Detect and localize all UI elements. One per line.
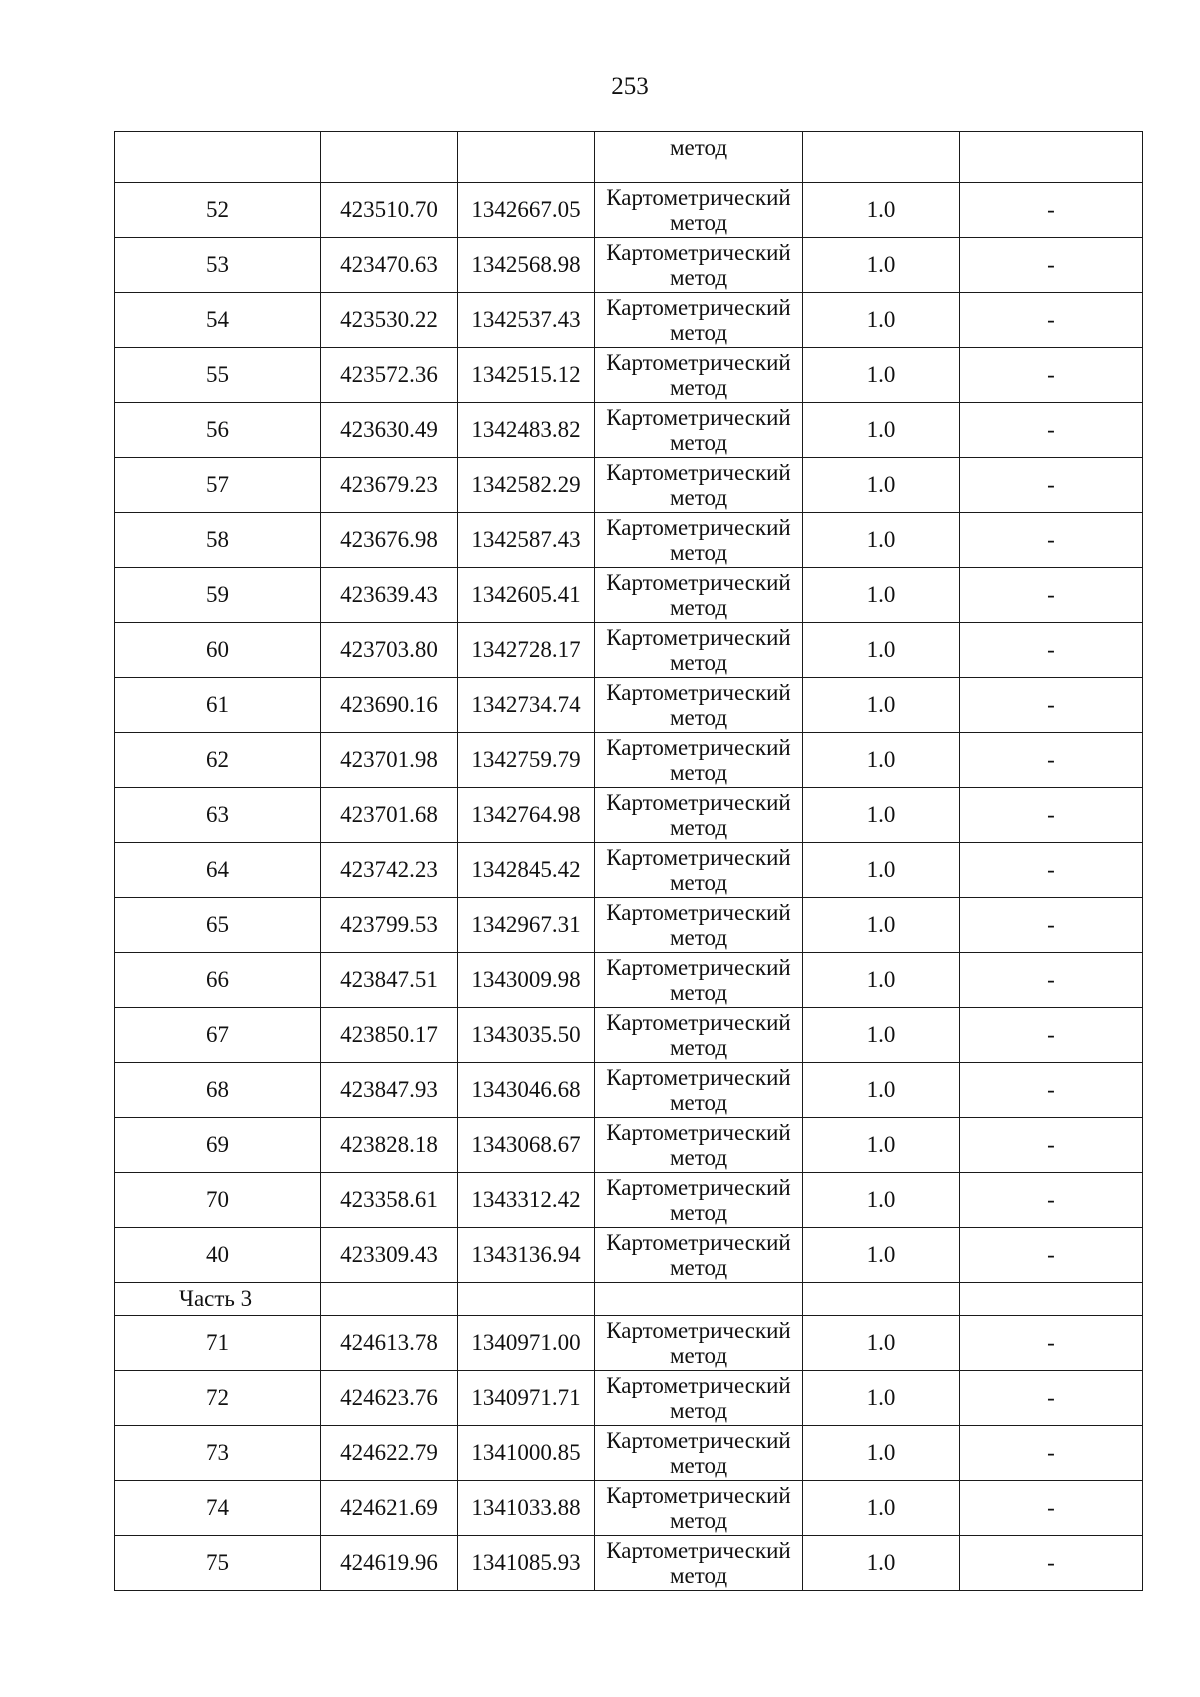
cell-point-number: 52 [115,183,321,238]
cell-y: 1342587.43 [458,513,595,568]
cell-description [960,132,1143,183]
cell-point-number [115,132,321,183]
cell-accuracy: 1.0 [803,458,960,513]
cell-point-number: 55 [115,348,321,403]
method-text: Картометрический [606,1175,791,1200]
cell-point-number: 63 [115,788,321,843]
cell-method [595,1173,803,1228]
cell-x: 423847.51 [321,953,458,1008]
table-row [115,513,1143,568]
cell-accuracy: 1.0 [803,733,960,788]
cell-method [595,1063,803,1118]
method-text: Картометрический [606,955,791,980]
table-row [115,623,1143,678]
cell-accuracy: 1.0 [803,1481,960,1536]
method-text: Картометрический [606,790,791,815]
table-row [115,238,1143,293]
cell-accuracy: 1.0 [803,568,960,623]
cell-description: - [960,293,1143,348]
table-row [115,348,1143,403]
cell-description: - [960,1426,1143,1481]
cell-point-number: 62 [115,733,321,788]
empty-cell [803,1283,960,1316]
cell-y: 1341000.85 [458,1426,595,1481]
method-text: Картометрический [606,680,791,705]
table-row [115,733,1143,788]
cell-method [595,1371,803,1426]
cell-x: 423572.36 [321,348,458,403]
cell-method [595,1316,803,1371]
cell-x: 423530.22 [321,293,458,348]
cell-y: 1342605.41 [458,568,595,623]
method-text: Картометрический [606,570,791,595]
method-text: метод [669,210,728,235]
cell-point-number: 71 [115,1316,321,1371]
method-text: Картометрический [606,460,791,485]
cell-x: 423358.61 [321,1173,458,1228]
cell-accuracy: 1.0 [803,1536,960,1591]
cell-accuracy: 1.0 [803,513,960,568]
cell-method [595,403,803,458]
method-text: метод [669,135,728,160]
cell-method [595,1426,803,1481]
cell-y: 1342582.29 [458,458,595,513]
cell-x: 424622.79 [321,1426,458,1481]
table-row [115,1536,1143,1591]
method-text: метод [669,485,728,510]
cell-accuracy: 1.0 [803,348,960,403]
cell-description: - [960,568,1143,623]
method-text: Картометрический [606,1065,791,1090]
cell-y: 1342568.98 [458,238,595,293]
table-row [115,1008,1143,1063]
method-text: Картометрический [606,845,791,870]
cell-point-number: 65 [115,898,321,953]
method-text: метод [669,1090,728,1115]
cell-x: 423799.53 [321,898,458,953]
cell-y: 1341033.88 [458,1481,595,1536]
cell-description: - [960,678,1143,733]
coordinates-table-body [115,132,1143,1591]
method-text: метод [669,375,728,400]
table-row [115,1316,1143,1371]
method-text: метод [669,870,728,895]
cell-description: - [960,513,1143,568]
cell-description: - [960,1008,1143,1063]
cell-accuracy: 1.0 [803,1371,960,1426]
method-text: метод [669,1035,728,1060]
cell-x: 423701.98 [321,733,458,788]
cell-method [595,1118,803,1173]
cell-y: 1342537.43 [458,293,595,348]
cell-y: 1342728.17 [458,623,595,678]
cell-y [458,132,595,183]
method-text: Картометрический [606,1120,791,1145]
cell-method [595,293,803,348]
cell-x: 423510.70 [321,183,458,238]
cell-x: 423309.43 [321,1228,458,1283]
cell-x: 423690.16 [321,678,458,733]
table-row [115,1426,1143,1481]
cell-x: 424623.76 [321,1371,458,1426]
cell-accuracy: 1.0 [803,1426,960,1481]
method-text: Картометрический [606,900,791,925]
table-row [115,788,1143,843]
cell-y: 1343136.94 [458,1228,595,1283]
cell-point-number: 73 [115,1426,321,1481]
method-text: метод [669,1508,728,1533]
cell-description: - [960,843,1143,898]
table-row [115,678,1143,733]
cell-method [595,1536,803,1591]
cell-description: - [960,623,1143,678]
cell-x: 423828.18 [321,1118,458,1173]
method-text: Картометрический [606,1318,791,1343]
cell-method [595,678,803,733]
cell-point-number: 64 [115,843,321,898]
cell-point-number: 61 [115,678,321,733]
method-text: метод [669,1200,728,1225]
cell-point-number: 60 [115,623,321,678]
cell-accuracy: 1.0 [803,898,960,953]
cell-x: 423701.68 [321,788,458,843]
method-text: метод [669,650,728,675]
method-text: метод [669,760,728,785]
cell-point-number: 67 [115,1008,321,1063]
table-row [115,458,1143,513]
table-row [115,1371,1143,1426]
cell-description: - [960,1228,1143,1283]
method-text: Картометрический [606,735,791,760]
cell-y: 1343068.67 [458,1118,595,1173]
cell-point-number: 58 [115,513,321,568]
method-text: Картометрический [606,1010,791,1035]
cell-method [595,568,803,623]
table-row [115,293,1143,348]
method-text: метод [669,595,728,620]
continuation-row [115,132,1143,183]
cell-y: 1342515.12 [458,348,595,403]
cell-accuracy: 1.0 [803,403,960,458]
cell-accuracy: 1.0 [803,1228,960,1283]
table-row [115,953,1143,1008]
table-row [115,568,1143,623]
cell-y: 1342759.79 [458,733,595,788]
cell-method [595,843,803,898]
cell-accuracy: 1.0 [803,1063,960,1118]
cell-point-number: 56 [115,403,321,458]
cell-x: 423630.49 [321,403,458,458]
method-text: Картометрический [606,1230,791,1255]
cell-point-number: 70 [115,1173,321,1228]
cell-y: 1342764.98 [458,788,595,843]
cell-point-number: 59 [115,568,321,623]
cell-y: 1340971.71 [458,1371,595,1426]
cell-accuracy: 1.0 [803,1173,960,1228]
cell-y: 1342667.05 [458,183,595,238]
cell-method [595,238,803,293]
cell-point-number: 69 [115,1118,321,1173]
cell-description: - [960,1371,1143,1426]
cell-method [595,788,803,843]
cell-y: 1343312.42 [458,1173,595,1228]
method-text: метод [669,1398,728,1423]
table-row [115,1173,1143,1228]
cell-accuracy: 1.0 [803,238,960,293]
cell-x: 423639.43 [321,568,458,623]
method-text: Картометрический [606,405,791,430]
cell-description: - [960,733,1143,788]
cell-y: 1342483.82 [458,403,595,458]
cell-description: - [960,788,1143,843]
cell-accuracy: 1.0 [803,1118,960,1173]
cell-accuracy: 1.0 [803,1008,960,1063]
cell-point-number: 53 [115,238,321,293]
cell-y: 1341085.93 [458,1536,595,1591]
cell-accuracy: 1.0 [803,183,960,238]
cell-x: 423847.93 [321,1063,458,1118]
cell-description: - [960,1316,1143,1371]
cell-x: 423742.23 [321,843,458,898]
method-text: Картометрический [606,1428,791,1453]
method-text: Картометрический [606,185,791,210]
cell-description: - [960,458,1143,513]
cell-y: 1343046.68 [458,1063,595,1118]
cell-x: 424619.96 [321,1536,458,1591]
empty-cell [458,1283,595,1316]
method-text: Картометрический [606,515,791,540]
cell-point-number: 40 [115,1228,321,1283]
cell-description: - [960,1118,1143,1173]
cell-accuracy: 1.0 [803,678,960,733]
cell-x: 423850.17 [321,1008,458,1063]
cell-point-number: 66 [115,953,321,1008]
method-text: метод [669,980,728,1005]
cell-description: - [960,953,1143,1008]
cell-y: 1342845.42 [458,843,595,898]
cell-description: - [960,348,1143,403]
table-row [115,898,1143,953]
cell-accuracy [803,132,960,183]
cell-description: - [960,1063,1143,1118]
cell-x: 424621.69 [321,1481,458,1536]
cell-method [595,458,803,513]
cell-point-number: 75 [115,1536,321,1591]
cell-point-number: 68 [115,1063,321,1118]
cell-y: 1340971.00 [458,1316,595,1371]
table-row [115,183,1143,238]
cell-method [595,132,803,183]
cell-point-number: 57 [115,458,321,513]
method-text: метод [669,1255,728,1280]
method-text: Картометрический [606,1483,791,1508]
empty-cell [321,1283,458,1316]
method-text: метод [669,540,728,565]
cell-y: 1343009.98 [458,953,595,1008]
cell-accuracy: 1.0 [803,843,960,898]
cell-point-number: 74 [115,1481,321,1536]
method-text: метод [669,815,728,840]
table-row [115,1228,1143,1283]
empty-cell [960,1283,1143,1316]
table-row [115,403,1143,458]
cell-x: 423679.23 [321,458,458,513]
cell-method [595,1481,803,1536]
method-text: Картометрический [606,350,791,375]
table-row [115,843,1143,898]
page-number: 253 [611,73,649,100]
section-label: Часть 3 [115,1283,321,1316]
method-text: метод [669,320,728,345]
cell-description: - [960,1173,1143,1228]
cell-method [595,348,803,403]
cell-description: - [960,1536,1143,1591]
cell-method [595,1008,803,1063]
table-row [115,1118,1143,1173]
method-text: метод [669,1453,728,1478]
cell-y: 1342967.31 [458,898,595,953]
cell-method [595,733,803,788]
cell-method [595,1228,803,1283]
cell-point-number: 54 [115,293,321,348]
method-text: метод [669,1563,728,1588]
method-text: Картометрический [606,1373,791,1398]
table-row [115,1063,1143,1118]
cell-accuracy: 1.0 [803,953,960,1008]
coordinates-table [114,131,1143,1591]
table-row [115,1481,1143,1536]
cell-x: 423470.63 [321,238,458,293]
method-text: метод [669,925,728,950]
cell-x: 424613.78 [321,1316,458,1371]
cell-x [321,132,458,183]
method-text: Картометрический [606,1538,791,1563]
cell-method [595,953,803,1008]
cell-description: - [960,403,1143,458]
cell-method [595,623,803,678]
cell-accuracy: 1.0 [803,788,960,843]
cell-method [595,183,803,238]
method-text: Картометрический [606,295,791,320]
method-text: Картометрический [606,625,791,650]
cell-method [595,513,803,568]
cell-description: - [960,898,1143,953]
method-text: метод [669,1145,728,1170]
cell-description: - [960,1481,1143,1536]
cell-description: - [960,238,1143,293]
cell-x: 423676.98 [321,513,458,568]
cell-x: 423703.80 [321,623,458,678]
section-row [115,1283,1143,1316]
cell-accuracy: 1.0 [803,623,960,678]
cell-y: 1343035.50 [458,1008,595,1063]
cell-accuracy: 1.0 [803,1316,960,1371]
cell-accuracy: 1.0 [803,293,960,348]
cell-method [595,898,803,953]
cell-description: - [960,183,1143,238]
method-text: метод [669,705,728,730]
cell-y: 1342734.74 [458,678,595,733]
empty-cell [595,1283,803,1316]
method-text: метод [669,1343,728,1368]
method-text: Картометрический [606,240,791,265]
method-text: метод [669,265,728,290]
method-text: метод [669,430,728,455]
cell-point-number: 72 [115,1371,321,1426]
